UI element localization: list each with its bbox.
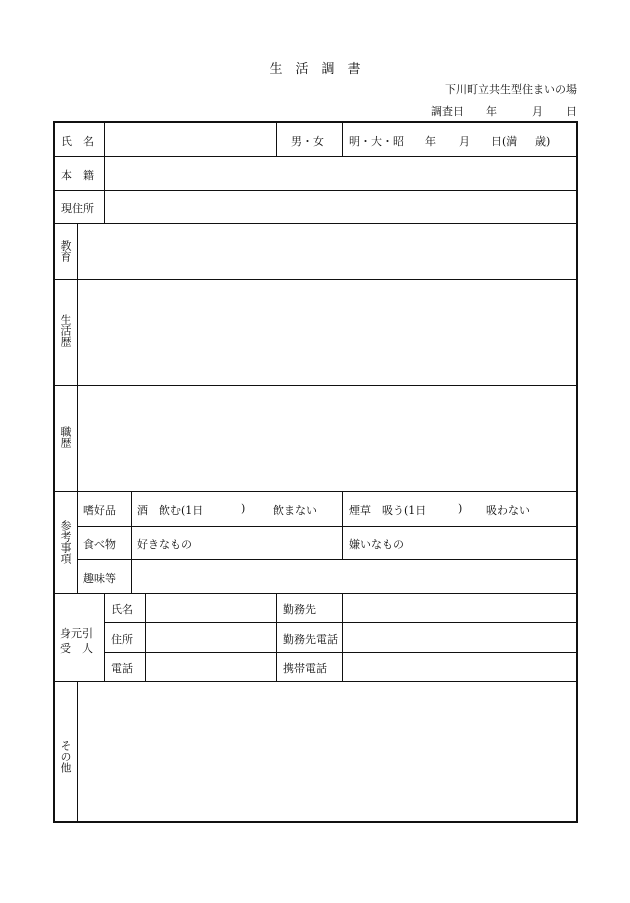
birth-day-age-label: 日(満 <box>491 135 518 148</box>
survey-date-label: 調査日 <box>431 105 464 118</box>
column-divider <box>77 681 78 823</box>
gender-options[interactable]: 男・女 <box>291 135 324 148</box>
alcohol-close: ) <box>241 502 246 515</box>
hobby-label: 趣味等 <box>83 572 116 585</box>
guarantor-address-label: 住所 <box>111 633 133 646</box>
row-divider <box>55 491 576 492</box>
alcohol-no[interactable]: 飲まない <box>273 504 317 517</box>
row-divider <box>104 652 576 653</box>
name-label: 氏 名 <box>61 135 94 148</box>
guarantor-phone-label: 電話 <box>111 662 133 675</box>
column-divider <box>104 593 105 681</box>
food-dislikes-label: 嫌いなもの <box>349 538 404 551</box>
column-divider <box>145 593 146 681</box>
education-label: 教育 <box>59 240 72 262</box>
column-divider <box>342 491 343 559</box>
alcohol-drinks[interactable]: 酒 飲む(1日 <box>137 504 204 517</box>
row-divider <box>55 385 576 386</box>
address-label: 現住所 <box>61 202 94 215</box>
food-likes-label: 好きなもの <box>137 538 192 551</box>
column-divider <box>342 593 343 681</box>
guarantor-mobile-label: 携帯電話 <box>283 662 327 675</box>
tobacco-close: ) <box>458 502 463 515</box>
tobacco-no[interactable]: 吸わない <box>486 504 530 517</box>
row-divider <box>55 279 576 280</box>
column-divider <box>342 123 343 156</box>
life-survey-form <box>53 121 578 823</box>
tobacco-smokes[interactable]: 煙草 吸う(1日 <box>349 504 427 517</box>
row-divider <box>55 593 576 594</box>
guarantor-employer-label: 勤務先 <box>283 603 316 616</box>
page-title: 生 活 調 書 <box>269 62 361 77</box>
birth-year-label: 年 <box>425 135 436 148</box>
guarantor-label-line2: 受 人 <box>60 642 93 655</box>
survey-month-label: 月 <box>532 105 543 118</box>
row-divider <box>77 559 576 560</box>
column-divider <box>77 223 78 593</box>
other-label: その他 <box>59 740 72 773</box>
age-close-label: 歳) <box>535 135 551 148</box>
survey-year-label: 年 <box>486 105 497 118</box>
row-divider <box>55 223 576 224</box>
reference-label: 参考事項 <box>59 520 72 564</box>
column-divider <box>276 593 277 681</box>
column-divider <box>104 123 105 223</box>
row-divider <box>55 190 576 191</box>
life-history-label: 生活歴 <box>59 314 72 347</box>
organization-name: 下川町立共生型住まいの場 <box>445 83 577 96</box>
row-divider <box>55 156 576 157</box>
guarantor-employer-phone-label: 勤務先電話 <box>283 633 338 646</box>
birth-era-options[interactable]: 明・大・昭 <box>349 135 404 148</box>
row-divider <box>55 681 576 682</box>
birth-month-label: 月 <box>459 135 470 148</box>
column-divider <box>276 123 277 156</box>
column-divider <box>131 491 132 593</box>
honseki-label: 本 籍 <box>61 169 94 182</box>
luxury-label: 嗜好品 <box>83 504 116 517</box>
row-divider <box>104 622 576 623</box>
work-history-label: 職歴 <box>59 426 72 448</box>
row-divider <box>77 526 576 527</box>
guarantor-name-label: 氏名 <box>111 603 133 616</box>
food-label: 食べ物 <box>83 538 116 551</box>
survey-day-label: 日 <box>566 105 577 118</box>
guarantor-label-line1: 身元引 <box>60 627 93 640</box>
